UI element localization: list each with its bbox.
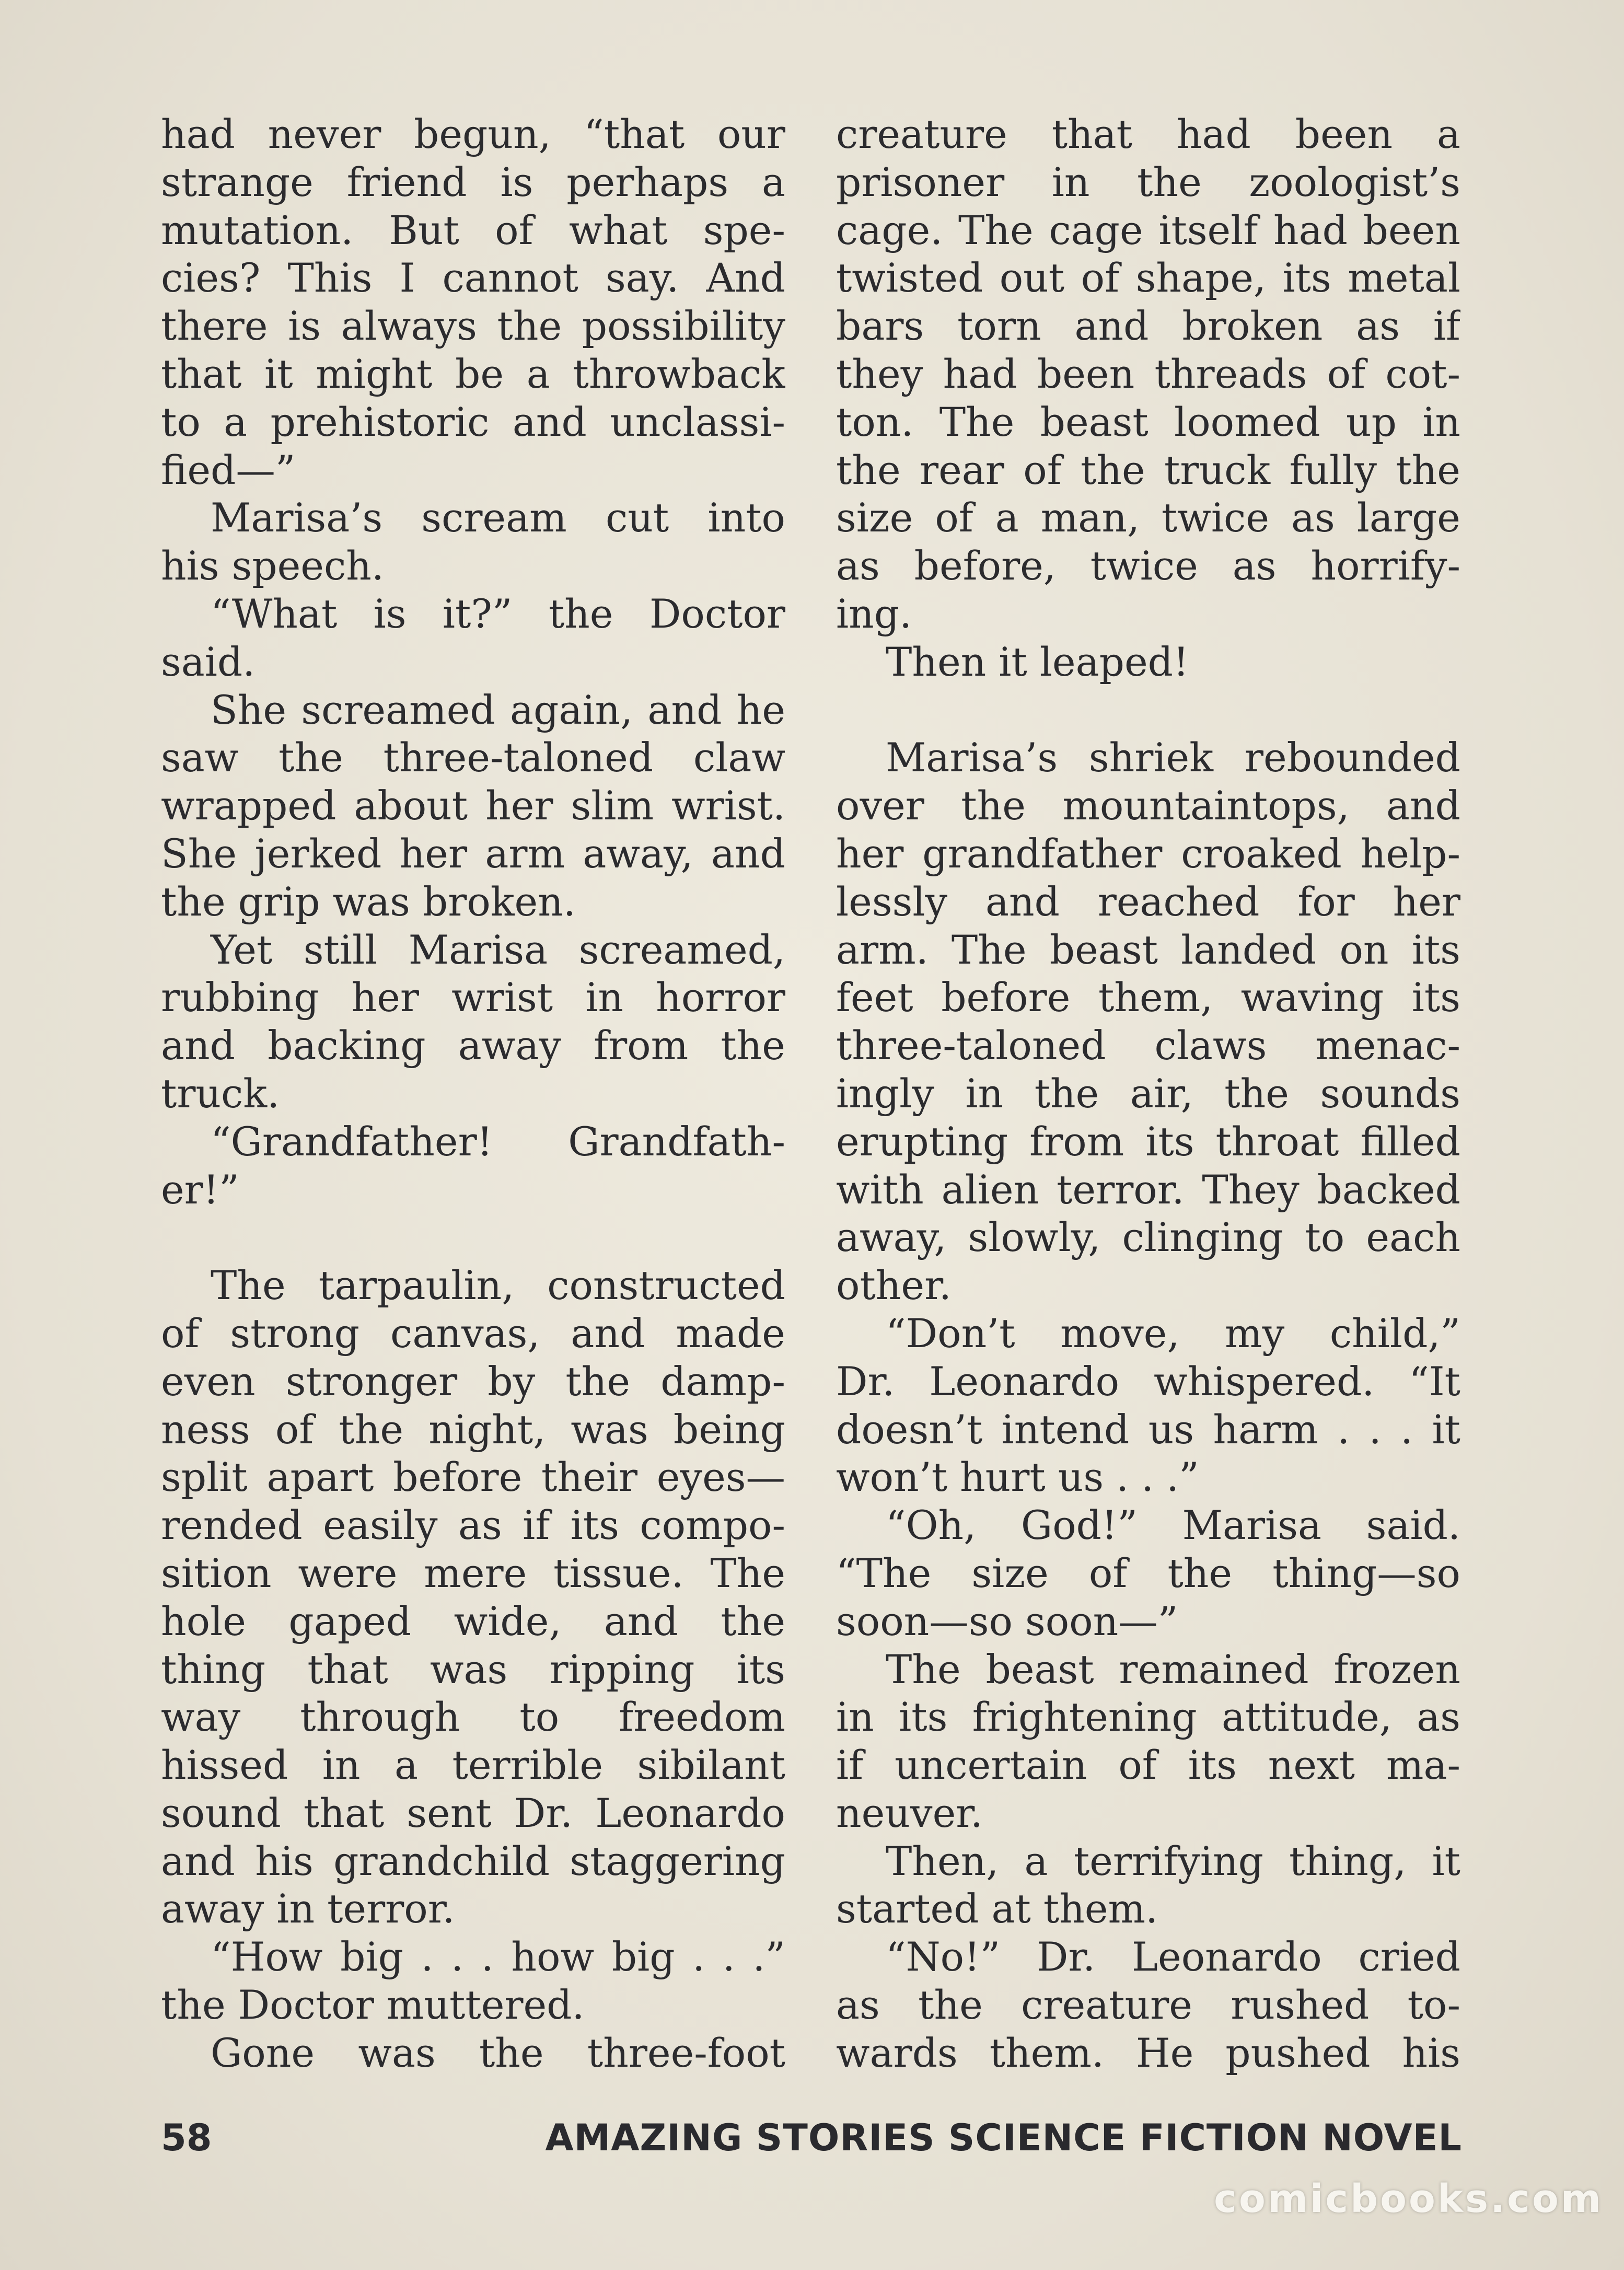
text-line: feet before them, waving its bbox=[836, 975, 1460, 1021]
text-line: doesn’t intend us harm . . . it bbox=[836, 1406, 1460, 1453]
text-line: strange friend is perhaps a bbox=[161, 159, 785, 205]
text-line: prisoner in the zoologist’s bbox=[836, 159, 1460, 205]
left-text-column bbox=[161, 111, 785, 2078]
text-line: fied—” bbox=[161, 447, 296, 493]
text-line: “Grandfather! Grandfath- bbox=[211, 1118, 785, 1165]
text-line: ness of the night, was being bbox=[161, 1406, 785, 1453]
text-line: the grip was broken. bbox=[161, 878, 576, 925]
page-footer bbox=[161, 2114, 1462, 2161]
text-line: as the creature rushed to- bbox=[836, 1982, 1460, 2029]
text-line: Marisa’s scream cut into bbox=[211, 495, 785, 541]
text-line: and his grandchild staggering bbox=[161, 1838, 785, 1884]
text-line: away in terror. bbox=[161, 1886, 455, 1932]
page-number: 58 bbox=[161, 2116, 212, 2159]
text-line: “No!” Dr. Leonardo cried bbox=[886, 1934, 1460, 1981]
text-line: ing. bbox=[836, 590, 912, 637]
text-line: Dr. Leonardo whispered. “It bbox=[836, 1358, 1460, 1405]
watermark-logo: comicbooks.com bbox=[1214, 2176, 1603, 2221]
text-line: with alien terror. They backed bbox=[836, 1166, 1460, 1213]
text-line: ton. The beast loomed up in bbox=[836, 399, 1460, 445]
text-line: and backing away from the bbox=[161, 1023, 785, 1069]
text-line: away, slowly, clinging to each bbox=[836, 1214, 1460, 1261]
text-line: She screamed again, and he bbox=[211, 687, 785, 733]
text-line: lessly and reached for her bbox=[836, 878, 1460, 925]
text-line: in its frightening attitude, as bbox=[836, 1694, 1460, 1741]
text-line: hole gaped wide, and the bbox=[161, 1598, 785, 1644]
text-line: they had been threads of cot- bbox=[836, 351, 1460, 397]
text-line: rubbing her wrist in horror bbox=[161, 975, 785, 1021]
text-line: Then it leaped! bbox=[886, 639, 1189, 685]
text-line: wards them. He pushed his bbox=[836, 2030, 1460, 2076]
text-line: soon—so soon—” bbox=[836, 1598, 1178, 1644]
text-line: size of a man, twice as large bbox=[836, 495, 1460, 541]
text-line: bars torn and broken as if bbox=[836, 303, 1460, 350]
text-line: creature that had been a bbox=[836, 111, 1460, 157]
text-line: truck. bbox=[161, 1070, 280, 1117]
text-line: “How big . . . how big . . .” bbox=[211, 1934, 785, 1981]
text-line: over the mountaintops, and bbox=[836, 783, 1460, 829]
text-line: to a prehistoric and unclassi- bbox=[161, 399, 785, 445]
text-line: there is always the possibility bbox=[161, 303, 785, 350]
text-line: the Doctor muttered. bbox=[161, 1982, 585, 2029]
text-line: She jerked her arm away, and bbox=[161, 830, 785, 877]
text-line: “Don’t move, my child,” bbox=[886, 1310, 1460, 1357]
text-line: other. bbox=[836, 1263, 952, 1309]
right-text-column bbox=[836, 111, 1460, 2078]
text-line: “What is it?” the Doctor bbox=[211, 590, 785, 637]
text-line: Then, a terrifying thing, it bbox=[886, 1838, 1460, 1884]
text-line: had never begun, “that our bbox=[161, 111, 785, 157]
text-line: erupting from its throat filled bbox=[836, 1118, 1460, 1165]
text-line: The tarpaulin, constructed bbox=[211, 1263, 785, 1309]
text-line: his speech. bbox=[161, 543, 384, 589]
text-line: Gone was the three-foot bbox=[211, 2030, 785, 2076]
text-line: Yet still Marisa screamed, bbox=[211, 926, 785, 973]
text-line: The beast remained frozen bbox=[886, 1646, 1460, 1693]
text-line: cies? This I cannot say. And bbox=[161, 255, 785, 302]
text-line: rended easily as if its compo- bbox=[161, 1502, 785, 1549]
text-line: “Oh, God!” Marisa said. bbox=[886, 1502, 1460, 1549]
text-line: twisted out of shape, its metal bbox=[836, 255, 1460, 302]
text-line: thing that was ripping its bbox=[161, 1646, 785, 1693]
text-line: er!” bbox=[161, 1166, 239, 1213]
text-line: saw the three-taloned claw bbox=[161, 735, 785, 781]
text-line: the rear of the truck fully the bbox=[836, 447, 1460, 493]
text-line: ingly in the air, the sounds bbox=[836, 1070, 1460, 1117]
text-line: mutation. But of what spe- bbox=[161, 207, 785, 253]
text-line: arm. The beast landed on its bbox=[836, 926, 1460, 973]
text-line: sound that sent Dr. Leonardo bbox=[161, 1790, 785, 1836]
text-line: three-taloned claws menac- bbox=[836, 1023, 1460, 1069]
text-line: if uncertain of its next ma- bbox=[836, 1742, 1460, 1789]
text-line: of strong canvas, and made bbox=[161, 1310, 785, 1357]
running-head: AMAZING STORIES SCIENCE FICTION NOVEL bbox=[545, 2116, 1462, 2159]
text-line: way through to freedom bbox=[161, 1694, 785, 1741]
text-line: hissed in a terrible sibilant bbox=[161, 1742, 785, 1789]
text-line: her grandfather croaked help- bbox=[836, 830, 1460, 877]
text-line: “The size of the thing—so bbox=[836, 1550, 1460, 1596]
paragraph-break bbox=[836, 687, 1460, 735]
text-line: cage. The cage itself had been bbox=[836, 207, 1460, 253]
text-line: as before, twice as horrify- bbox=[836, 543, 1460, 589]
text-line: sition were mere tissue. The bbox=[161, 1550, 785, 1596]
text-line: neuver. bbox=[836, 1790, 983, 1836]
text-line: Marisa’s shriek rebounded bbox=[886, 735, 1460, 781]
text-line: wrapped about her slim wrist. bbox=[161, 783, 785, 829]
text-line: split apart before their eyes— bbox=[161, 1454, 785, 1501]
text-line: even stronger by the damp- bbox=[161, 1358, 785, 1405]
text-line: won’t hurt us . . .” bbox=[836, 1454, 1199, 1501]
text-line: started at them. bbox=[836, 1886, 1158, 1932]
text-line: said. bbox=[161, 639, 256, 685]
text-line: that it might be a throwback bbox=[161, 351, 785, 397]
paragraph-break bbox=[161, 1214, 785, 1262]
